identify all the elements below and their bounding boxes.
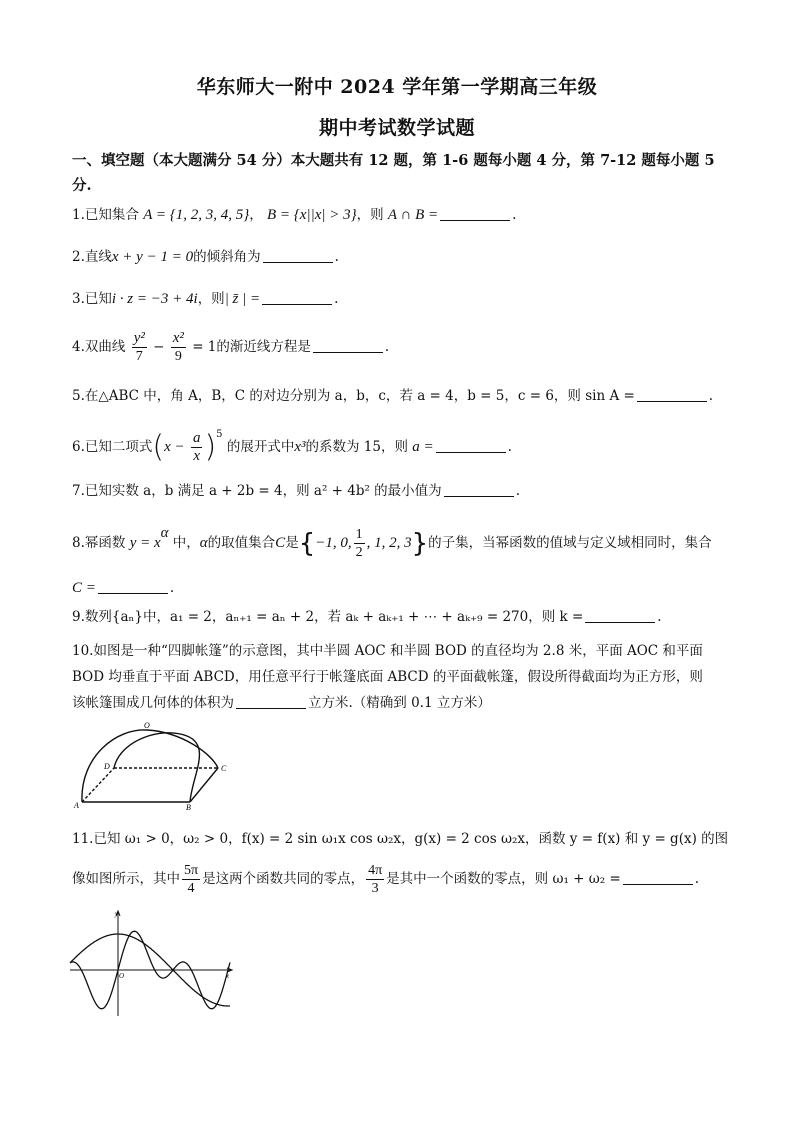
origin-label: O bbox=[119, 972, 125, 980]
question-6: 6.已知二项式(x − $\frac{a}{x}$ )$^5$ 的展开式中x³的系数为 15，则 a = . bbox=[72, 429, 512, 465]
edge-bc bbox=[190, 768, 218, 802]
tent-figure bbox=[72, 716, 242, 810]
answer-blank bbox=[444, 482, 514, 497]
answer-blank bbox=[313, 338, 383, 353]
section-header: 一、填空题（本大题满分 54 分）本大题共有 12 题，第 1-6 题每小题 4 分，第 7-12 题每小题 5 分. bbox=[72, 152, 715, 194]
question-8-line-2: C = . bbox=[72, 580, 175, 596]
question-11-line-1: 11.已知 ω₁ > 0，ω₂ > 0，f(x) = 2 sin ω₁x cos ω₂x，g(x) = 2 cos ω₂x，函数 y = f(x) 和 y = g(x) 的图 bbox=[72, 831, 729, 847]
answer-blank bbox=[436, 438, 506, 453]
question-8: 8.幂函数 $y = x^\alpha$ 中，α的取值集合C是{−1, 0, $\frac{1}{2}$ , 1, 2, 3}的子集，当幂函数的值域与定义域相同时，集合 bbox=[72, 525, 712, 560]
question-10-line-1: 10.如图是一种“四脚帐篷”的示意图，其中半圆 AOC 和半圆 BOD 的直径均为 2.8 米，平面 AOC 和平面 bbox=[72, 643, 703, 659]
label-o: O bbox=[144, 721, 150, 730]
function-graph-figure bbox=[68, 908, 238, 1020]
question-1: 1.已知集合 A = {1, 2, 3, 4, 5}， B = {x||x| > 3}，则 A ∩ B = . bbox=[72, 207, 517, 223]
question-4: 4.双曲线 $\frac{\text{y²}}{7}$ − $\frac{\text{x²}}{9}$ = 1的渐近线方程是 . bbox=[72, 330, 390, 364]
label-b: B bbox=[186, 803, 191, 810]
label-c: C bbox=[221, 764, 227, 773]
question-5: 5.在△ABC 中，角 A，B，C 的对边分别为 a，b，c，若 a = 4，b = 5，c = 6，则 sin A = . bbox=[72, 388, 714, 404]
question-7: 7.已知实数 a，b 满足 a + 2b = 4，则 a² + 4b² 的最小值为 . bbox=[72, 483, 520, 499]
answer-blank bbox=[98, 579, 168, 594]
title-line-2: 期中考试数学试题 bbox=[318, 117, 475, 139]
question-2: 2.直线x + y − 1 = 0的倾斜角为 . bbox=[72, 249, 339, 265]
x-axis-label: x bbox=[226, 972, 230, 980]
question-10-line-3: 该帐篷围成几何体的体积为 立方米.（精确到 0.1 立方米） bbox=[72, 695, 491, 711]
question-11-line-2: 像如图所示，其中 $\frac{5\pi}{4}$ 是这两个函数共同的零点， $\frac{4\pi}{3}$ 是其中一个函数的零点，则 ω₁ + ω₂ = . bbox=[72, 863, 700, 896]
answer-blank bbox=[623, 870, 693, 885]
answer-blank bbox=[263, 248, 333, 263]
question-10-line-2: BOD 均垂直于平面 ABCD，用任意平行于帐篷底面 ABCD 的平面截帐篷，假设所得截面均为正方形，则 bbox=[72, 669, 703, 685]
title-line-1: 华东师大一附中 2024 学年第一学期高三年级 bbox=[196, 76, 598, 98]
label-d: D bbox=[104, 762, 110, 771]
answer-blank bbox=[585, 608, 655, 623]
label-a: A bbox=[74, 801, 79, 810]
question-9: 9.数列{aₙ}中，a₁ = 2，aₙ₊₁ = aₙ + 2，若 aₖ + aₖ₊₁ + ⋯ + aₖ₊₉ = 270，则 k = . bbox=[72, 609, 662, 625]
y-axis-label: y bbox=[115, 910, 119, 918]
answer-blank bbox=[262, 290, 332, 305]
answer-blank bbox=[440, 206, 510, 221]
question-3: 3.已知i · z = −3 + 4i，则| z̄ | = . bbox=[72, 291, 339, 307]
answer-blank bbox=[236, 694, 306, 709]
answer-blank bbox=[637, 387, 707, 402]
